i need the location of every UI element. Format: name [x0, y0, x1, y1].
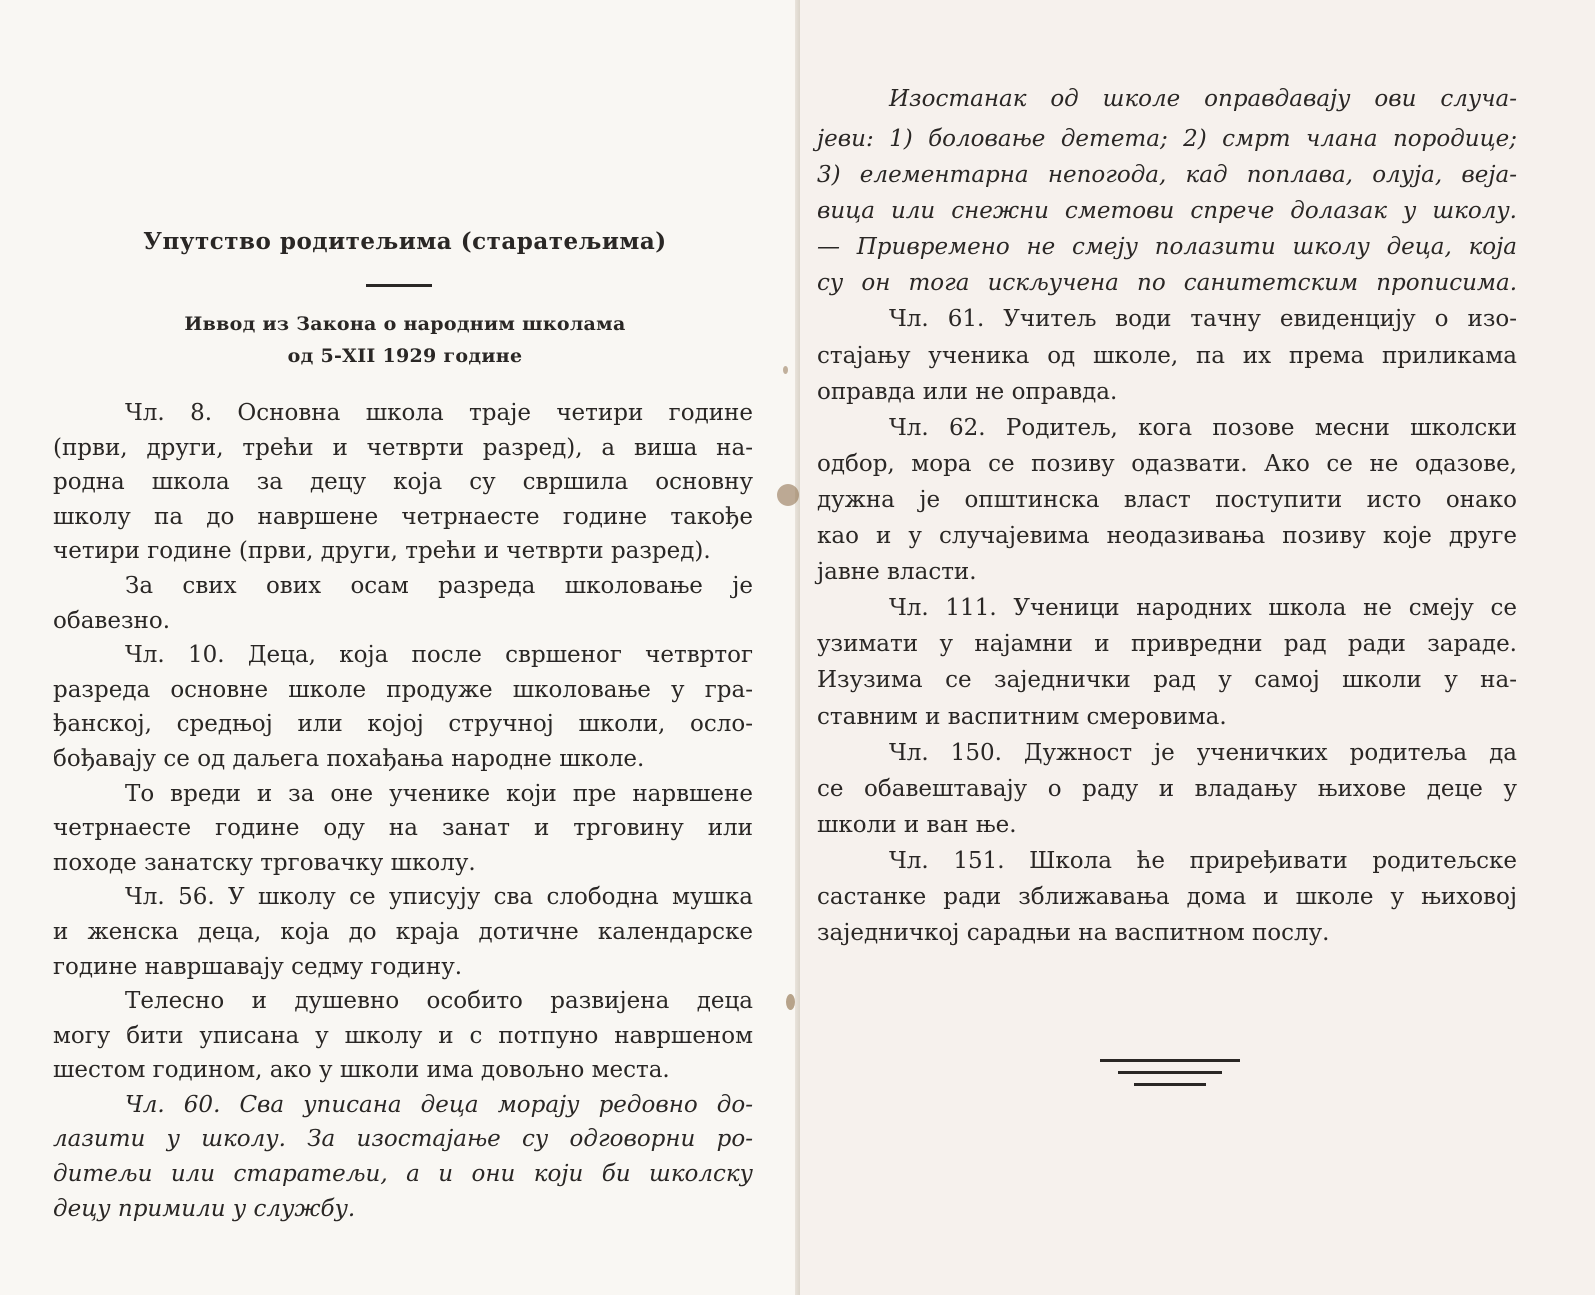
text-line: обавезно.	[53, 607, 170, 634]
text-line: су он тога искључена по санитетским прописима.	[817, 270, 1517, 297]
text-line: ставним и васпитним смеровима.	[817, 703, 1227, 730]
stain-mark	[777, 484, 799, 506]
subheading-line-1: Иввод из Закона о народним школама	[184, 313, 626, 335]
text-line: Чл. 10. Деца, која после свршеног четвртог	[125, 642, 753, 669]
text-line: Чл. 62. Родитељ, кога позове месни школски	[889, 414, 1517, 441]
text-line: се обавештавају о раду и владању њихове деце у	[817, 775, 1517, 802]
text-line: школу па до навршене четрнаесте године такође	[53, 503, 753, 530]
text-line: јавне власти.	[817, 559, 977, 586]
text-line: Чл. 151. Школа ће приређивати родитељске	[889, 847, 1517, 874]
text-line: То вреди и за оне ученике који пре нарвшене	[125, 780, 753, 807]
text-line: родна школа за децу која су свршила основну	[53, 469, 753, 496]
subheading-line-2: од 5-XII 1929 године	[287, 345, 523, 367]
text-line: — Привремено не смеју полазити школу деца, која	[817, 234, 1517, 261]
text-line: дитељи или старатељи, а и они који би школску	[53, 1161, 753, 1188]
stain-mark	[786, 994, 795, 1010]
text-line: (први, други, трећи и четврти разред), а виша на-	[53, 434, 753, 461]
text-line: године навршавају седму годину.	[53, 953, 463, 980]
text-line: 3) елементарна непогода, кад поплава, олуја, веја-	[817, 162, 1517, 189]
text-line: као и у случајевима неодазивања позиву које друге	[817, 523, 1517, 550]
left-page-body	[53, 396, 753, 1226]
text-line: четрнаесте године оду на занат и трговину или	[53, 815, 753, 842]
text-line: бођавају се од даљега похађања народне школе.	[53, 745, 645, 772]
text-line: дужна је општинска власт поступити исто онако	[817, 486, 1517, 513]
text-line: Чл. 60. Сва уписана деца морају редовно до-	[125, 1091, 753, 1118]
text-line: јеви: 1) боловање детета; 2) смрт члана породице;	[817, 126, 1517, 152]
text-line: лазити у школу. За изостајање су одговорни ро-	[53, 1126, 753, 1153]
text-line: разреда основне школе продуже школовање у гра-	[53, 676, 753, 703]
text-line: шестом годином, ако у школи има довољно места.	[53, 1057, 670, 1084]
text-line: Чл. 56. У школу се уписују сва слободна мушка	[125, 884, 753, 911]
text-line: четири године (први, други, трећи и четврти разред).	[53, 538, 711, 565]
text-line: стајању ученика од школе, па их према приликама	[817, 342, 1517, 369]
text-line: оправда или не оправда.	[817, 378, 1118, 405]
text-line: ђанској, средњој или којој стручној школи, осло-	[53, 711, 753, 738]
end-ornament	[1100, 1055, 1240, 1095]
text-line: одбор, мора се позиву одазвати. Ако се не одазове,	[817, 450, 1517, 477]
text-line: Телесно и душевно особито развијена деца	[125, 988, 753, 1015]
text-line: Чл. 8. Основна школа траје четири године	[125, 400, 753, 426]
text-line: децу примили у службу.	[53, 1195, 356, 1222]
text-line: походе занатску трговачку школу.	[53, 849, 476, 876]
text-line: Чл. 150. Дужност је ученичких родитеља да	[889, 739, 1517, 766]
stain-mark	[783, 366, 788, 374]
law-subheading	[100, 308, 710, 372]
text-line: узимати у најамни и привредни рад ради зараде.	[817, 631, 1517, 658]
text-line: Изостанак од школе оправдавају ови случа-	[889, 86, 1517, 112]
page-heading: Упутство родитељима (старатељима)	[143, 228, 667, 255]
text-line: За свих ових осам разреда школовање је	[125, 572, 753, 599]
text-line: вица или снежни сметови спрече долазак у школу.	[817, 198, 1517, 225]
text-line: Изузима се заједнички рад у самој школи у на-	[817, 667, 1517, 694]
text-line: заједничкој сарадњи на васпитном послу.	[817, 920, 1330, 947]
text-line: могу бити уписана у школу и с потпуно навршеном	[53, 1022, 753, 1049]
text-line: састанке ради зближавања дома и школе у њиховој	[817, 883, 1517, 910]
heading-rule	[366, 284, 432, 287]
text-line: Чл. 111. Ученици народних школа не смеју се	[889, 595, 1517, 622]
text-line: школи и ван ње.	[817, 811, 1017, 838]
text-line: Чл. 61. Учитељ води тачну евиденцију о изо-	[889, 306, 1517, 333]
text-line: и женска деца, која до краја дотичне календарске	[53, 918, 753, 945]
right-page-body	[817, 77, 1517, 951]
